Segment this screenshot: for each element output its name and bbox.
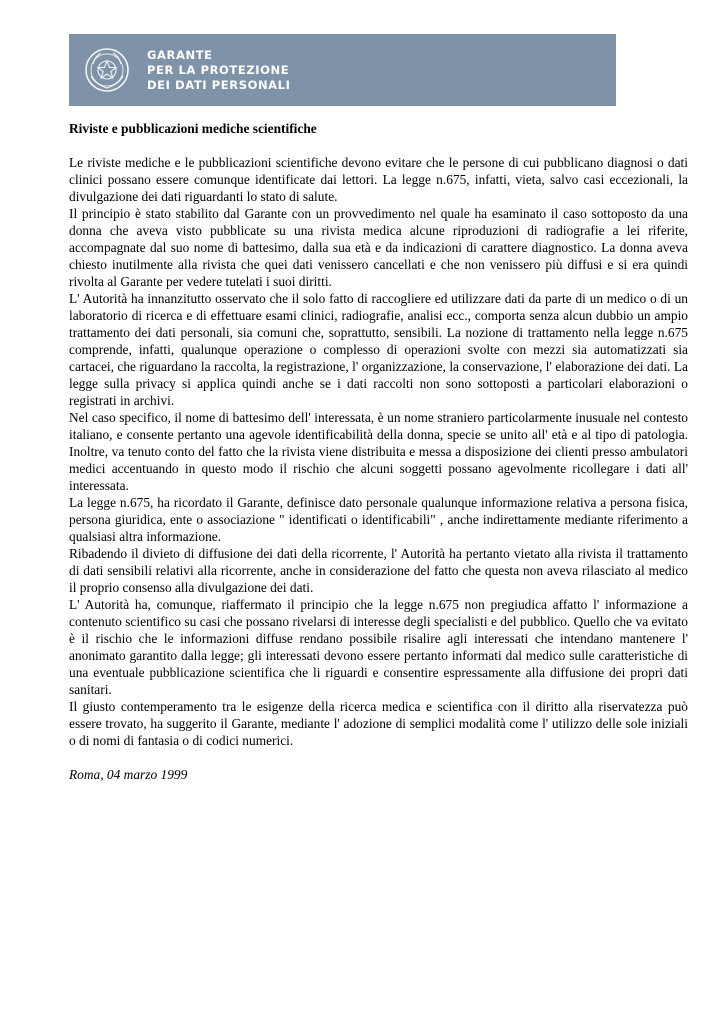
- banner-line-1: GARANTE: [147, 47, 213, 62]
- banner-line-2: PER LA PROTEZIONE: [147, 62, 290, 77]
- italian-republic-emblem-icon: [83, 46, 131, 94]
- document-content: [69, 120, 688, 783]
- banner-title: [147, 48, 291, 93]
- banner-line-3: DEI DATI PERSONALI: [147, 77, 291, 92]
- document-date: Roma, 04 marzo 1999: [69, 767, 188, 782]
- document-body: Le riviste mediche e le pubblicazioni scientifiche devono evitare che le persone di cui pubblicano diagnosi o dati clinici possano essere comunque identificate dai lettori. La legge n.675, infatti, vieta, salvo casi eccezionali, la divulgazione dei dati riguardanti lo stato di salute. Il principio è stato stabilito dal Garante con un provvedimento nel quale ha esaminato il caso sottoposto da una donna che aveva visto pubblicate su una rivista medica alcune riproduzioni di radiografie a lei riferite, accompagnate dal suo nome di battesimo, dalla sua età e da indicazioni di carattere diagnostico. La donna aveva chiesto inutilmente alla rivista che quei dati venissero cancellati e che non venissero più diffusi e si era quindi rivolta al Garante per vedere tutelati i suoi diritti. L' Autorità ha innanzitutto osservato che il solo fatto di raccogliere ed utilizzare dati da parte di un medico o di un laboratorio di ricerca e di effettuare esami clinici, radiografie, analisi ecc., comporta senza alcun dubbio un ampio trattamento dei dati personali, sia comuni che, soprattutto, sensibili. La nozione di trattamento nella legge n.675 comprende, infatti, qualunque operazione o complesso di operazioni svolte con mezzi sia automatizzati sia cartacei, che riguardano la raccolta, la registrazione, l' organizzazione, la conservazione, l' elaborazione dei dati. La legge sulla privacy si applica quindi anche se i dati raccolti non sono sottoposti a particolari elaborazioni o registrati in archivi. Nel caso specifico, il nome di battesimo dell' interessata, è un nome straniero particolarmente inusuale nel contesto italiano, e consente pertanto una agevole identificabilità della donna, specie se unito all' età e al tipo di patologia. Inoltre, va tenuto conto del fatto che la rivista viene distribuita e messa a disposizione dei clienti presso ambulatori medici accentuando in questo modo il rischio che alcuni soggetti possano agevolmente ricollegare i dati all' interessata. La legge n.675, ha ricordato il Garante, definisce dato personale qualunque informazione relativa a persona fisica, persona giuridica, ente o associazione " identificati o identificabili" , anche indirettamente mediante riferimento a qualsiasi altra informazione. Ribadendo il divieto di diffusione dei dati della ricorrente, l' Autorità ha pertanto vietato alla rivista il trattamento di dati sensibili relativi alla ricorrente, anche in considerazione del fatto che questa non aveva rilasciato al medico il proprio consenso alla divulgazione dei dati. L' Autorità ha, comunque, riaffermato il principio che la legge n.675 non pregiudica affatto l' informazione a contenuto scientifico su casi che possano rivelarsi di interesse degli specialisti e del pubblico. Quello che va evitato è il rischio che le informazioni diffuse rendano possibile risalire agli interessati che intendano mantenere l' anonimato garantito dalla legge; gli interessati devono essere pertanto informati dal medico sulle caratteristiche di una eventuale pubblicazione scientifica che li riguardi e consentire espressamente alla diffusione dei propri dati sanitari. Il giusto contemperamento tra le esigenze della ricerca medica e scientifica con il diritto alla riservatezza può essere trovato, ha suggerito il Garante, mediante l' adozione di semplici modalità come l' utilizzo delle sole iniziali o di nomi di fantasia o di codici numerici.: [69, 155, 688, 748]
- header-banner: [69, 34, 616, 106]
- document-title: Riviste e pubblicazioni mediche scientifiche: [69, 121, 317, 136]
